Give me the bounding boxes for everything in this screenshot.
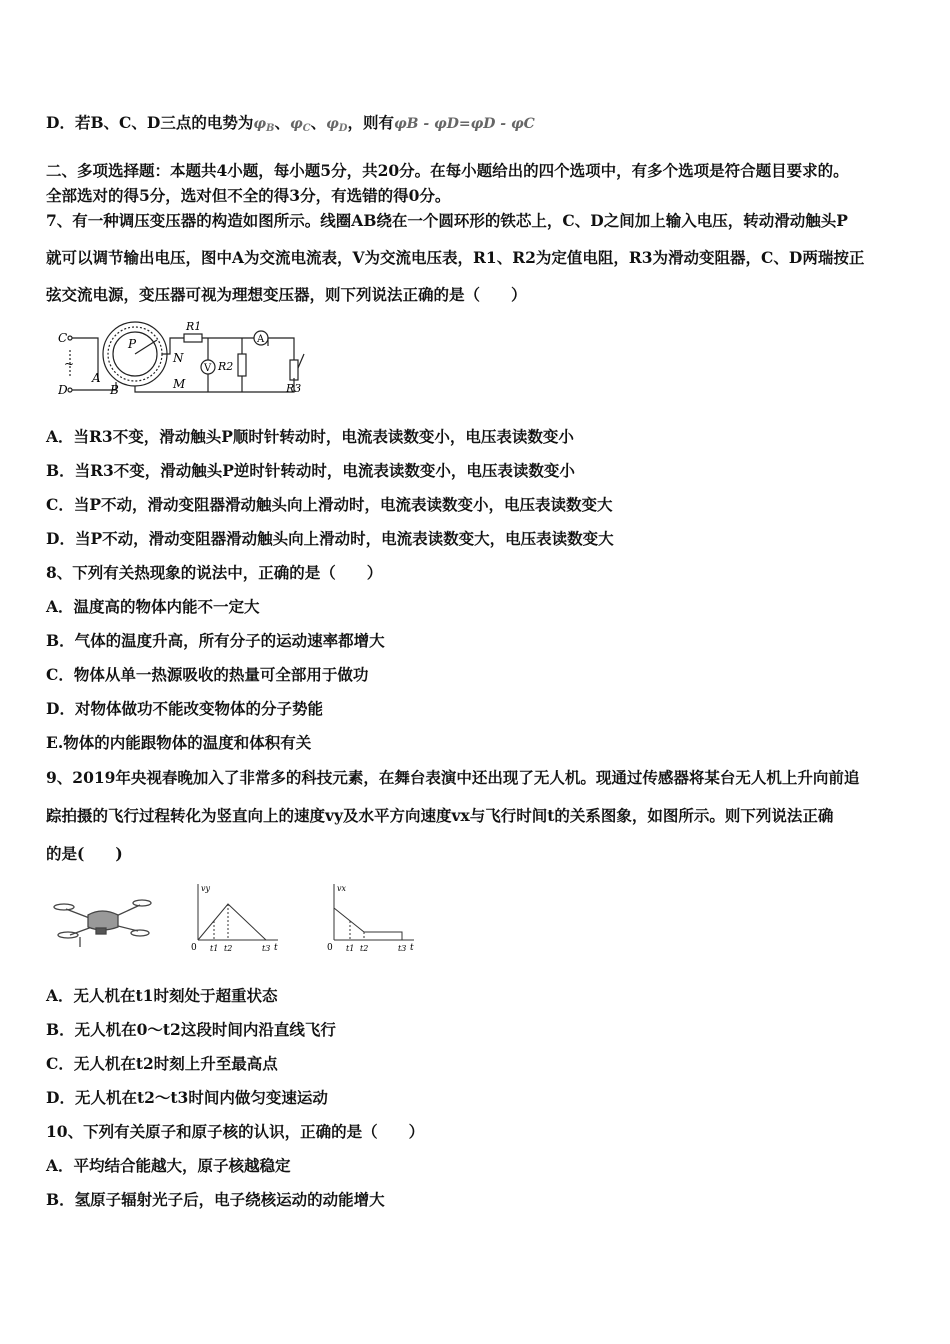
vy-curve xyxy=(198,904,266,940)
drone-image xyxy=(52,895,152,950)
vx-t-graph xyxy=(322,880,418,954)
fig-label-d: D xyxy=(58,383,68,397)
q9-option-d: D．无人机在t2～t3时间内做匀变速运动 xyxy=(46,1088,328,1107)
vy-origin: 0 xyxy=(191,943,197,953)
q6-option-d-text: D．若B、C、D三点的电势为 xyxy=(46,113,254,132)
vy-tick-t2: t2 xyxy=(224,944,233,953)
q9-stem-1: 9、2019年央视春晚加入了非常多的科技元素，在舞台表演中还出现了无人机。现通过传感器将某台无人机上升向前追 xyxy=(46,768,860,787)
fig-label-r3: R3 xyxy=(286,382,302,395)
vy-tick-t3: t3 xyxy=(262,944,271,953)
vy-t-graph xyxy=(186,880,282,954)
fig-label-m: M xyxy=(173,377,186,391)
phi-equation: φB - φD=φD - φC xyxy=(393,116,535,132)
q9-stem-2: 踪拍摄的飞行过程转化为竖直向上的速度vy及水平方向速度vx与飞行时间t的关系图象，如图所示。则下列说法正确 xyxy=(46,806,834,825)
phi-b: $\varphi_B$ xyxy=(253,116,275,134)
fig-label-r1: R1 xyxy=(186,320,202,333)
section2-line1: 二、多项选择题：本题共4小题，每小题5分，共20分。在每小题给出的四个选项中，有多个选项是符合题目要求的。 xyxy=(46,161,849,180)
fig-label-a: A xyxy=(92,371,101,385)
q7-option-d: D．当P不动，滑动变阻器滑动触头向上滑动时，电流表读数变大，电压表读数变大 xyxy=(46,529,614,548)
fig-label-n: N xyxy=(173,351,184,365)
q6-option-d: D．若B、C、D三点的电势为$\varphi_B$、$\varphi_C$、$\varphi_D$，则有φB - φD=φD - φC xyxy=(46,113,535,134)
q10-stem: 10、下列有关原子和原子核的认识，正确的是（ ） xyxy=(46,1122,425,1141)
q9-option-a: A．无人机在t1时刻处于超重状态 xyxy=(46,986,278,1005)
vy-tick-t1: t1 xyxy=(210,944,219,953)
q8-option-a: A．温度高的物体内能不一定大 xyxy=(46,597,260,616)
fig-label-c: C xyxy=(58,331,68,345)
q7-stem-3: 弦交流电源，变压器可视为理想变压器，则下列说法正确的是（ ） xyxy=(46,285,527,304)
q10-option-b: B．氢原子辐射光子后，电子绕核运动的动能增大 xyxy=(46,1190,385,1209)
section2-line2: 全部选对的得5分，选对但不全的得3分，有选错的得0分。 xyxy=(46,186,451,205)
q7-option-b: B．当R3不变，滑动触头P逆时针转动时，电流表读数变小，电压表读数变小 xyxy=(46,461,575,480)
q8-stem: 8、下列有关热现象的说法中，正确的是（ ） xyxy=(46,563,383,582)
vy-axis-label: vy xyxy=(201,884,211,893)
q7-stem-2: 就可以调节输出电压，图中A为交流电流表，V为交流电压表，R1、R2为定值电阻，R3为滑动变阻器，C、D两瑞按正 xyxy=(46,248,865,267)
vx-tick-t1: t1 xyxy=(346,944,355,953)
vx-curve xyxy=(334,908,402,940)
q9-option-c: C．无人机在t2时刻上升至最高点 xyxy=(46,1054,278,1073)
q9-stem-3: 的是( ) xyxy=(46,844,123,863)
q7-option-c: C．当P不动，滑动变阻器滑动触头向上滑动时，电流表读数变小，电压表读数变大 xyxy=(46,495,613,514)
q7-option-a: A．当R3不变，滑动触头P顺时针转动时，电流表读数变小，电压表读数变小 xyxy=(46,427,574,446)
fig-label-p: P xyxy=(128,337,137,351)
vx-origin: 0 xyxy=(327,943,333,953)
fig-label-r2: R2 xyxy=(218,360,234,373)
fig-label-b: B xyxy=(110,383,119,397)
q8-option-c: C．物体从单一热源吸收的热量可全部用于做功 xyxy=(46,665,369,684)
vx-axis-t: t xyxy=(410,943,414,953)
q7-circuit-figure xyxy=(58,320,310,400)
fig-label-ammeter: A xyxy=(257,334,265,345)
phi-c: $\varphi_C$ xyxy=(289,116,311,134)
fig-label-tilde: ~ xyxy=(64,357,75,371)
vy-axis-t: t xyxy=(274,943,278,953)
q8-option-e: E.物体的内能跟物体的温度和体积有关 xyxy=(46,733,312,752)
q8-option-d: D．对物体做功不能改变物体的分子势能 xyxy=(46,699,323,718)
vx-tick-t2: t2 xyxy=(360,944,369,953)
fig-label-voltmeter: V xyxy=(204,363,212,374)
q10-option-a: A．平均结合能越大，原子核越稳定 xyxy=(46,1156,291,1175)
q7-stem-1: 7、有一种调压变压器的构造如图所示。线圈AB绕在一个圆环形的铁芯上，C、D之间加上输入电压，转动滑动触头P xyxy=(46,211,848,230)
vx-axis-label: vx xyxy=(337,884,347,893)
q8-option-b: B．气体的温度升高，所有分子的运动速率都增大 xyxy=(46,631,385,650)
q9-option-b: B．无人机在0～t2这段时间内沿直线飞行 xyxy=(46,1020,336,1039)
phi-d: $\varphi_D$ xyxy=(326,116,348,134)
vx-tick-t3: t3 xyxy=(398,944,407,953)
